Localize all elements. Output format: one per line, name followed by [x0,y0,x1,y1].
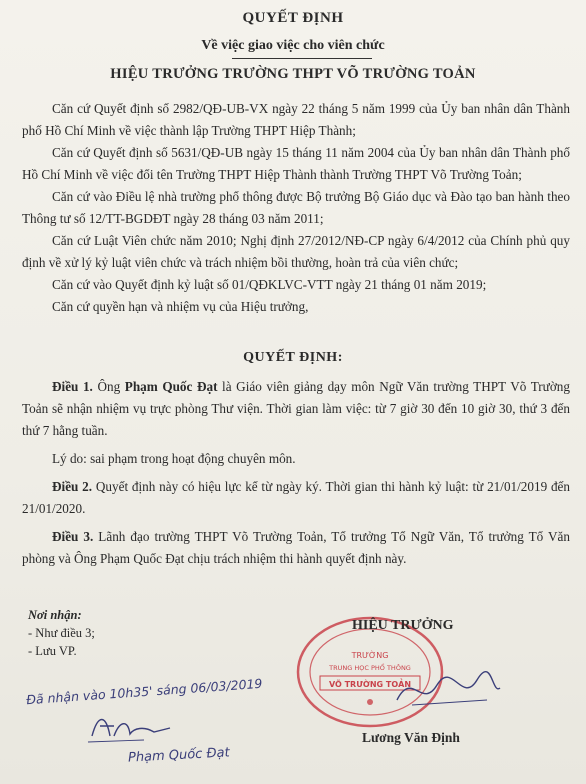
handwritten-receipt-note: Đã nhận vào 10h35' sáng 06/03/2019 [25,675,263,708]
article-2-text: Quyết định này có hiệu lực kể từ ngày ký. Thời gian thi hành kỷ luật: từ 21/01/2019 đến 21/01/2020. [22,479,571,516]
article-3 [22,526,570,570]
basis-paragraph: Căn cứ Luật Viên chức năm 2010; Nghị định 27/2012/NĐ-CP ngày 6/4/2012 của Chính phủ quy định về xử lý kỷ luật viên chức và trách nhiệm bồi thường, hoàn trả của viên chức; [22,233,570,270]
signer-name: Lương Văn Định [362,730,460,745]
stamp-line-1: TRƯỜNG [351,651,389,660]
recipient-item: - Lưu VP. [28,644,77,658]
basis-paragraph: Căn cứ vào Quyết định kỷ luật số 01/QĐKLVC-VTT ngày 21 tháng 01 năm 2019; [52,277,487,292]
article-1-name: Phạm Quốc Đạt [124,379,218,394]
document-title: QUYẾT ĐỊNH [242,10,344,26]
article-3-text: Lãnh đạo trường THPT Võ Trường Toản, Tổ trưởng Tổ Ngữ Văn, Tổ trưởng Tổ Văn phòng và Ông Phạm Quốc Đạt chịu trách nhiệm thi hành quyết định này. [22,529,570,566]
stamp-line-2: TRUNG HỌC PHỔ THÔNG [329,664,411,672]
article-3-label: Điều 3. [52,529,94,544]
handwritten-name: Phạm Quốc Đạt [127,745,231,766]
article-1-pre: Ông [92,379,125,394]
article-1 [22,376,570,442]
signature-principal [392,660,502,720]
signer-title: HIỆU TRƯỞNG [352,618,454,633]
basis-paragraph: Căn cứ Quyết định số 2982/QĐ-UB-VX ngày 22 tháng 5 năm 1999 của Ủy ban nhân dân Thành phố Hồ Chí Minh về việc thành lập Trường THPT Hiệp Thành; [22,101,570,138]
reason: Lý do: sai phạm trong hoạt động chuyên môn. [52,451,296,466]
decision-heading: QUYẾT ĐỊNH: [243,350,343,365]
document-subtitle: Về việc giao việc cho viên chức [201,38,385,53]
basis-paragraph: Căn cứ quyền hạn và nhiệm vụ của Hiệu trưởng, [52,299,309,314]
article-1-text: là Giáo viên giảng dạy môn Ngữ Văn trường THPT Võ Trường Toản sẽ nhận nhiệm vụ trực phòng Thư viện. Thời gian làm việc: từ 7 giờ 30 đến 10 giờ 30, thứ 3 đến thứ 7 hằng tuần. [22,379,570,438]
article-2 [22,476,570,520]
signature-recipient [84,706,174,746]
stamp-line-3: VÕ TRƯỜNG TOẢN [328,680,412,689]
issuer-heading: HIỆU TRƯỞNG TRƯỜNG THPT VÕ TRƯỜNG TOẢN [110,66,476,82]
basis-paragraph: Căn cứ vào Điều lệ nhà trường phổ thông được Bộ trưởng Bộ Giáo dục và Đào tạo ban hành theo Thông tư số 12/TT-BGDĐT ngày 28 tháng 03 năm 2011; [22,189,570,226]
articles [22,376,570,570]
recipients-heading: Nơi nhận: [28,608,82,622]
recipients [28,606,95,660]
article-1-label: Điều 1. [52,379,93,394]
subtitle-underline [232,58,372,59]
basis-paragraph: Căn cứ Quyết định số 5631/QĐ-UB ngày 15 tháng 11 năm 2004 của Ủy ban nhân dân Thành phố Hồ Chí Minh về việc đổi tên Trường THPT Hiệp Thành thành Trường THPT Võ Trường Toản; [22,145,570,182]
recipient-item: - Như điều 3; [28,626,95,640]
article-2-label: Điều 2. [52,479,93,494]
legal-bases [22,98,570,318]
